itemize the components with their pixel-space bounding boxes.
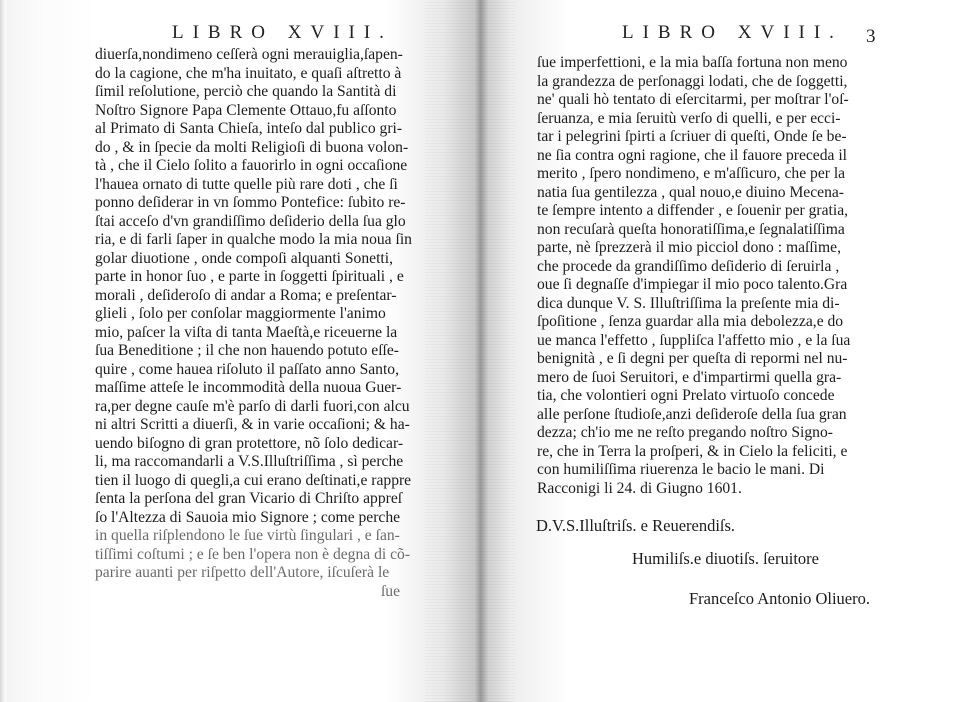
text-line: glieli , ſolo per conſolar maggiormente l'animo	[95, 305, 386, 322]
text-line: benignità , e ſi degni per queſta di repormi nel nu-	[537, 350, 848, 367]
text-line: li, ma raccomandarli a V.S.Illuſtriſſima , sì perche	[95, 453, 404, 470]
text-line: ponno deſiderar in vn ſommo Pontefice: ſubito re-	[95, 194, 406, 211]
text-line: re, che in Terra la proſperi, & in Cielo la feliciti, e	[537, 442, 848, 460]
text-line: tia, che volontieri ogni Prelato virtuoſo concede	[537, 387, 835, 404]
text-line: con humiliſſima riuerenza le bacio le mani. Di	[537, 461, 825, 478]
text-line: ni altri Scritti a diuerſi, & in varie occaſioni; & ha-	[95, 416, 410, 433]
text-line: ſua Beneditione ; il che non hauendo potuto eſſe-	[95, 342, 399, 359]
left-running-head: LIBRO XVIII.	[172, 22, 393, 43]
text-line: mio, paſcer la viſta di tanta Maeſtà,e riceuerne la	[95, 323, 398, 341]
right-page	[480, 0, 965, 702]
text-line: ne ſia contra ogni ragione, che il fauore preceda il	[537, 146, 847, 164]
text-line: diuerſa,nondimeno ceſſerà ogni merauiglia,ſapen-	[95, 46, 403, 63]
page-number: 3	[866, 26, 876, 47]
text-line: ſpoſitione , ſenza guardar alla mia debolezza,e do	[537, 313, 844, 330]
text-line: natia ſua gentilezza , qual nouo,e diuino Mecena-	[537, 183, 844, 201]
text-line: oue ſi degnaſſe d'impiegar il mio poco talento.Gra	[537, 276, 848, 293]
text-line: ſtai acceſo d'vn grandiſſimo deſiderio della ſua glo	[95, 212, 406, 230]
text-line: dica dunque V. S. Illuſtriſſima la preſente mia di-	[537, 294, 840, 312]
text-line: parire auanti per riſpetto dell'Autore, iſcuſerà le	[95, 564, 390, 581]
text-line: ria, e di farli ſaper in qualche modo la mia noua ſin	[95, 231, 412, 248]
text-line: non recuſarà queſta honoratiſſima,e ſegnalatiſſima	[537, 220, 845, 238]
text-line: morali , deſideroſo di andar a Roma; e preſentar-	[95, 286, 397, 304]
text-line: in quella riſplendono le ſue virtù ſingulari , e ſan-	[95, 527, 400, 544]
text-line: dezza; ch'io me ne reſto pregando noſtro Signo-	[537, 424, 833, 441]
text-line: do la cagione, che m'ha inuitato, e quaſi aſtretto à	[95, 64, 402, 82]
text-line: Racconigi li 24. di Giugno 1601.	[537, 479, 742, 497]
text-line: ſue imperfettioni, e la mia baſſa fortuna non meno	[537, 54, 848, 71]
text-line: ſenta la perſona del gran Vicario di Chriſto appreſ	[95, 490, 403, 507]
text-line: tà , che il Cielo ſolito a fauorirlo in ogni occaſione	[95, 157, 408, 174]
text-line: te ſempre intento a diffender , e ſouenir per gratia,	[537, 202, 849, 219]
text-line: maſſime atteſe le incommodità della nuoua Guer-	[95, 379, 402, 396]
text-line: Noſtro Signore Papa Clemente Ottauo,fu aſſonto	[95, 101, 397, 119]
text-line: ne' quali hò tentato di eſercitarmi, per moſtrar l'oſ-	[537, 91, 849, 108]
letter-subscription: D.V.S.Illuſtriſs. e Reuerendiſs.	[536, 516, 736, 535]
right-page-text	[537, 54, 899, 498]
text-line: ſimil reſolutione, perciò che quando la Santità di	[95, 83, 397, 100]
text-line: ſo l'Altezza di Sauoia mio Signore ; come perche	[95, 508, 401, 526]
text-line: ſeruanza, e mia ſeruitù verſo di quelli, e per ecci-	[537, 109, 841, 127]
text-line: l'hauea ornato di tutte quelle più rare doti , che ſi	[95, 175, 398, 193]
text-line: parte, nè ſprezzerà il mio picciol dono : maſſime,	[537, 239, 841, 256]
text-line: quire , come hauea riſoluto il paſſato anno Santo,	[95, 360, 399, 378]
text-line: do , & in ſpecie da molti Religioſi di buona volon-	[95, 138, 409, 156]
text-line: ſue	[380, 582, 400, 600]
text-line: mero de ſuoi Seruitori, e d'impartirmi quella gra-	[537, 368, 842, 386]
text-line: golar diuotione , onde compoſi alquanti Sonetti,	[95, 249, 393, 267]
left-page	[0, 0, 470, 702]
right-running-head: LIBRO XVIII.	[622, 22, 843, 43]
letter-signoff: Humiliſs.e diuotiſs. ſeruitore	[632, 549, 819, 568]
text-line: che procede da grandiſſimo deſiderio di ſeruirla ,	[537, 257, 840, 275]
text-line: ra,per degne cauſe m'è parſo di darli fuori,con alcu	[95, 397, 410, 415]
text-line: parte in honor ſuo , e parte in ſoggetti ſpirituali , e	[95, 268, 404, 285]
letter-author: Franceſco Antonio Oliuero.	[689, 589, 871, 608]
text-line: tar i pelegrini ſpirti a ſcriuer di queſti, Onde ſe be-	[537, 128, 847, 145]
text-line: merito , ſpero nondimeno, e m'aſſicuro, che per la	[537, 165, 846, 182]
left-page-text	[95, 46, 440, 601]
text-line: alle perſone ſtudioſe,anzi deſideroſe della ſua gran	[537, 405, 847, 423]
text-line: ue manca l'effetto , ſuppliſca l'affetto mio , e la ſua	[537, 331, 851, 349]
text-line: la grandezza de perſonaggi lodati, che de ſoggetti,	[537, 72, 848, 90]
text-line: uendo biſogno di gran protettore, nõ ſolo dedicar-	[95, 434, 404, 452]
text-line: tien il luogo di quegli,a cui erano deſtinati,e rappre	[95, 471, 412, 489]
text-line: al Primato di Santa Chieſa, inteſo dal publico gri-	[95, 120, 403, 137]
text-line: tiſſimi coſtumi ; e ſe ben l'opera non è degna di cõ-	[95, 545, 411, 563]
